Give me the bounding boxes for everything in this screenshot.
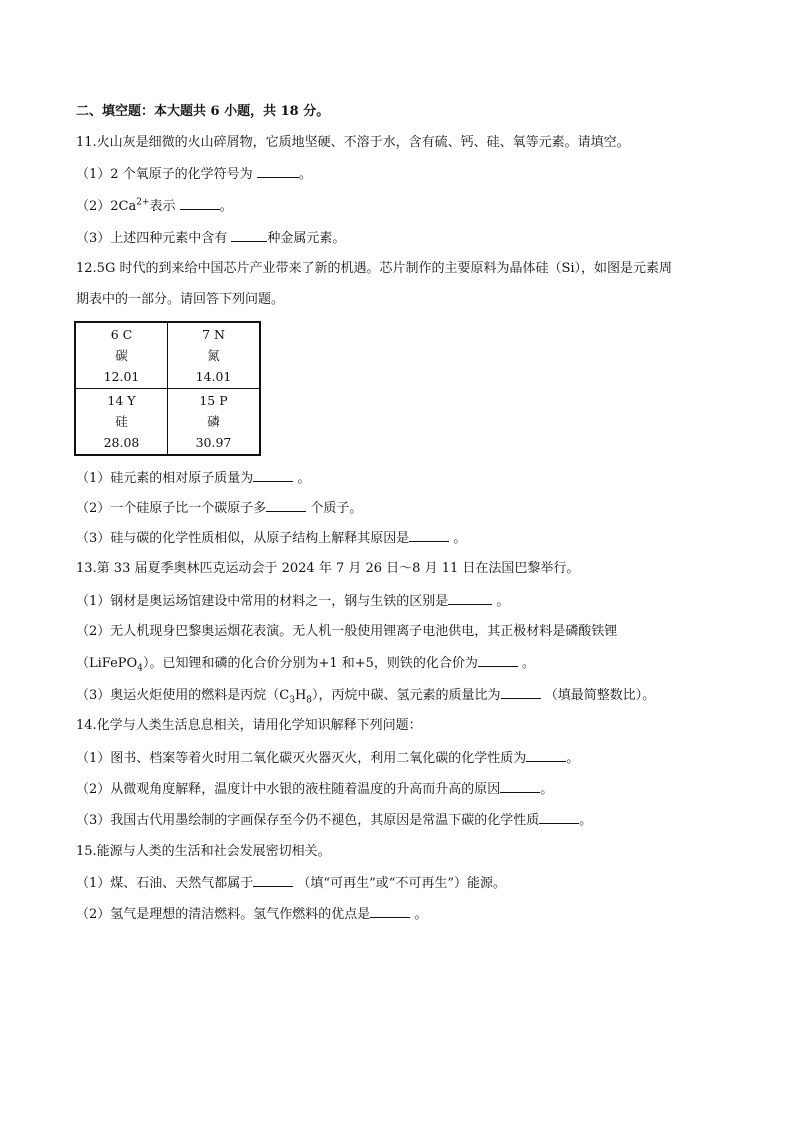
answer-blank[interactable] [478, 654, 518, 667]
q11-p1-suffix: 。 [298, 167, 312, 182]
q13-p3-a: （3）奥运火炬使用的燃料是丙烷（C [76, 688, 290, 703]
element-symbol: 14 Y [107, 393, 136, 408]
q13-p3-suffix: （填最简整数比）。 [544, 688, 656, 703]
answer-blank[interactable] [526, 749, 566, 762]
q13-p2-line2-a: （LiFePO [76, 656, 138, 671]
q14-p1-prefix: （1）图书、档案等着火时用二氧化碳灭火器灭火，利用二氧化碳的化学性质为 [76, 751, 527, 766]
element-cell-nitrogen [168, 322, 261, 389]
q13-p3-sub-2: 8 [306, 695, 313, 706]
answer-blank[interactable] [409, 529, 449, 542]
question-13-part-3 [76, 686, 655, 705]
q14-p2-suffix: 。 [540, 782, 554, 797]
answer-blank[interactable] [257, 165, 299, 178]
q14-p2-prefix: （2）从微观角度解释，温度计中水银的液柱随着温度的升高而升高的原因 [76, 782, 501, 797]
question-15-part-2 [76, 905, 427, 924]
answer-blank[interactable] [448, 592, 492, 605]
question-11-part-1 [76, 165, 312, 184]
element-symbol: 6 C [110, 327, 133, 342]
question-12-part-1 [76, 469, 310, 488]
q13-p1-suffix: 。 [496, 594, 510, 609]
question-12-stem-line-2: 期表中的一部分。请回答下列问题。 [76, 292, 285, 307]
q14-p3-suffix: 。 [579, 813, 593, 828]
q12-p2-suffix: 个质子。 [310, 501, 363, 516]
element-mass: 14.01 [195, 369, 232, 384]
q12-p1-suffix: 。 [297, 471, 311, 486]
q13-p3-b: H [294, 688, 307, 703]
element-symbol: 7 N [202, 327, 225, 342]
question-15-stem: 15.能源与人类的生活和社会发展密切相关。 [76, 844, 331, 859]
q13-p3-sub-1: 3 [289, 695, 295, 706]
element-mass: 28.08 [103, 435, 140, 450]
answer-blank[interactable] [231, 229, 267, 242]
question-11-stem: 11.火山灰是细微的火山碎屑物，它质地坚硬、不溶于水，含有硫、钙、硅、氧等元素。请填空。 [76, 135, 630, 150]
q13-p3-c: ），丙烷中碳、氢元素的质量比为 [312, 688, 501, 703]
question-14-part-1 [76, 749, 579, 768]
question-11-part-2 [76, 197, 233, 216]
question-14-part-2 [76, 780, 553, 799]
answer-blank[interactable] [253, 469, 293, 482]
answer-blank[interactable] [266, 499, 306, 512]
element-name: 硅 [115, 414, 128, 429]
question-11-part-3 [76, 229, 345, 248]
q12-p3-suffix: 。 [453, 531, 467, 546]
q12-p3-prefix: （3）硅与碳的化学性质相似，从原子结构上解释其原因是 [76, 531, 410, 546]
q13-p2-line2-suffix: 。 [522, 656, 536, 671]
question-12-part-3 [76, 529, 466, 548]
section-title: 二、填空题：本大题共 6 小题，共 18 分。 [76, 104, 330, 119]
question-12-part-2 [76, 499, 362, 518]
answer-blank[interactable] [180, 197, 220, 210]
question-13-part-1 [76, 592, 509, 611]
q13-p2-subscript: 4 [137, 663, 143, 674]
q11-p3-prefix: （3）上述四种元素中含有 [76, 231, 228, 246]
element-symbol: 15 P [199, 393, 228, 408]
q15-p1-suffix: （填“可再生”或“不可再生”）能源。 [297, 876, 507, 891]
question-13-stem: 13.第 33 届夏季奥林匹克运动会于 2024 年 7 月 26 日～8 月 11 日在法国巴黎举行。 [76, 561, 580, 576]
element-cell-phosphorus [168, 389, 261, 456]
question-13-part-2-line-2 [76, 654, 535, 673]
question-14-stem: 14.化学与人类生活息息相关，请用化学知识解释下列问题： [76, 718, 422, 733]
answer-blank[interactable] [501, 686, 541, 699]
q11-p1-prefix: （1）2 个氧原子的化学符号为 [76, 167, 253, 182]
q13-p2-line2-b: ）。已知锂和磷的化合价分别为+1 和+5，则铁的化合价为 [142, 656, 478, 671]
q14-p3-prefix: （3）我国古代用墨绘制的字画保存至今仍不褪色，其原因是常温下碳的化学性质 [76, 813, 540, 828]
question-12-stem-line-1: 12.5G 时代的到来给中国芯片产业带来了新的机遇。芯片制作的主要原料为晶体硅（Si），如图是元素周 [76, 261, 673, 276]
question-15-part-1 [76, 874, 506, 893]
element-name: 氮 [207, 348, 220, 363]
answer-blank[interactable] [370, 905, 410, 918]
element-mass: 12.01 [103, 369, 140, 384]
periodic-table-row [75, 389, 260, 456]
answer-blank[interactable] [253, 874, 293, 887]
element-mass: 30.97 [195, 435, 232, 450]
periodic-table-fragment [74, 321, 261, 456]
q15-p2-suffix: 。 [414, 907, 428, 922]
periodic-table-row [75, 322, 260, 389]
q11-p2-suffix: 。 [219, 199, 233, 214]
q13-p1-prefix: （1）钢材是奥运场馆建设中常用的材料之一，钢与生铁的区别是 [76, 594, 449, 609]
q11-p2-prefix: （2）2Ca [76, 199, 137, 214]
question-14-part-3 [76, 811, 592, 830]
q15-p1-prefix: （1）煤、石油、天然气都属于 [76, 876, 254, 891]
element-name: 磷 [207, 414, 220, 429]
q14-p1-suffix: 。 [566, 751, 580, 766]
question-13-part-2-line-1: （2）无人机现身巴黎奥运烟花表演。无人机一般使用锂离子电池供电，其正极材料是磷酸铁锂 [76, 624, 618, 639]
q12-p2-prefix: （2）一个硅原子比一个碳原子多 [76, 501, 267, 516]
q11-p3-suffix: 种金属元素。 [267, 231, 346, 246]
answer-blank[interactable] [500, 780, 540, 793]
q12-p1-prefix: （1）硅元素的相对原子质量为 [76, 471, 254, 486]
answer-blank[interactable] [539, 811, 579, 824]
q15-p2-prefix: （2）氢气是理想的清洁燃料。氢气作燃料的优点是 [76, 907, 371, 922]
element-name: 碳 [115, 348, 128, 363]
q11-p2-mid: 表示 [149, 199, 176, 214]
element-cell-silicon [75, 389, 168, 456]
q11-p2-charge: 2+ [136, 197, 150, 208]
element-cell-carbon [75, 322, 168, 389]
